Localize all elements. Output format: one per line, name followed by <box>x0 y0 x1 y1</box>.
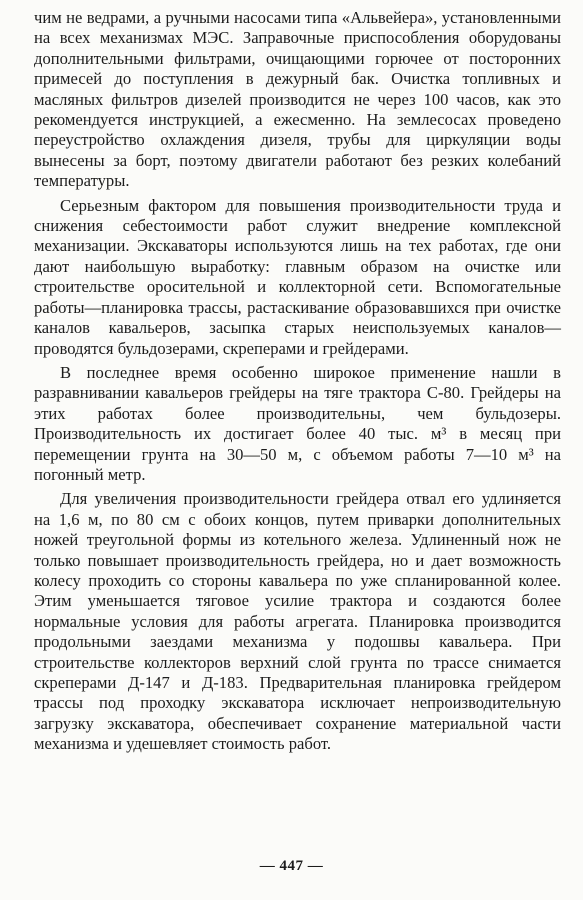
paragraph-1: чим не ведрами, а ручными насосами типа «Альвейера», установленными на всех механизмах МЭС. Заправочные приспособления оборудованы дополнительными фильтрами, очищающими горючее от посторонних примесей до поступления в дежурный бак. Очистка топливных и масляных фильтров дизелей производится не через 100 часов, как это рекомендуется инструкцией, а ежесменно. На землесосах проведено переустройство охлаждения дизеля, трубы для циркуляции воды вынесены за борт, поэтому двигатели работают без резких колебаний температуры. <box>34 8 561 191</box>
paragraph-2: Серьезным фактором для повышения производительности труда и снижения себестоимости работ служит внедрение комплексной механизации. Экскаваторы используются лишь на тех работах, где они дают наибольшую выработку: главным образом на очистке или строительстве оросительной и коллекторной сети. Вспомогательные работы—планировка трассы, растаскивание образовавшихся при очистке каналов кавальеров, засыпка старых неиспользуемых каналов—проводятся бульдозерами, скреперами и грейдерами. <box>34 195 561 358</box>
paragraph-3: В последнее время особенно широкое применение нашли в разравнивании кавальеров грейдеры на тяге трактора С-80. Грейдеры на этих работах более производительны, чем бульдозеры. Производительность их достигает более 40 тыс. м³ в месяц при перемещении грунта на 30—50 м, с объемом работы 7—10 м³ на погонный метр. <box>34 362 561 484</box>
page-number: — 447 — <box>259 858 324 874</box>
paragraph-4: Для увеличения производительности грейдера отвал его удлиняется на 1,6 м, по 80 см с обоих концов, путем приварки дополнительных ножей треугольной формы из котельного железа. Удлиненный нож не только повышает производительность грейдера, но и дает возможность колесу проходить со стороны кавальера по уже спланированной колее. Этим уменьшается тяговое усилие трактора и создаются более нормальные условия для работы агрегата. Планировка производится продольными заездами механизма у подошвы кавальера. При строительстве коллекторов верхний слой грунта по трассе снимается скреперами Д-147 и Д-183. Предварительная планировка грейдером трассы под проходку экскаватора исключает непроизводительную загрузку экскаватора, обеспечивает сохранение материальной части механизма и удешевляет стоимость работ. <box>34 489 561 754</box>
body-text <box>34 8 561 755</box>
